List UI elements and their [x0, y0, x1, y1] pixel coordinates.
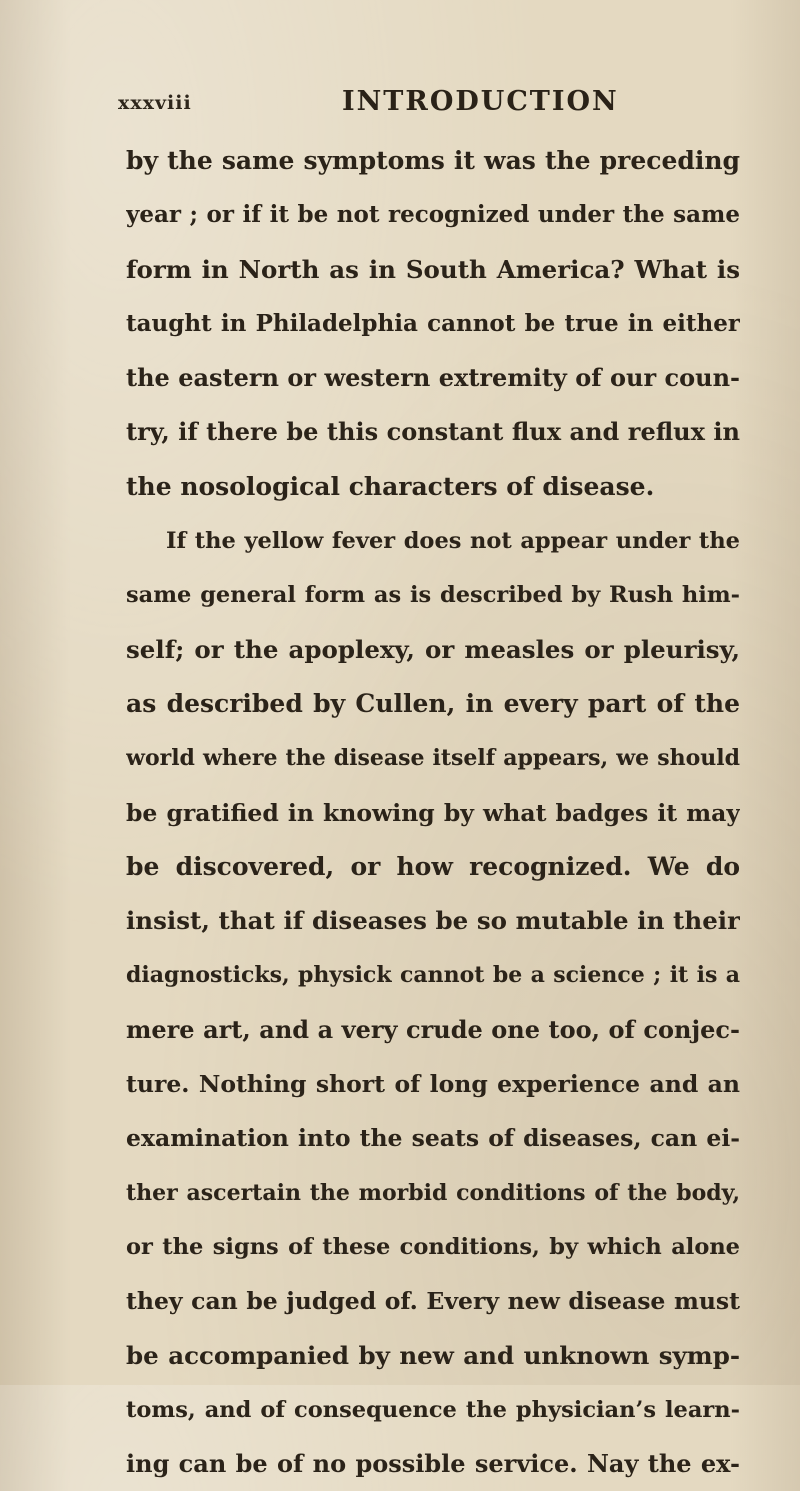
- text-line: as described by Cullen, in every part of the: [126, 688, 740, 718]
- text-line: form in North as in South America? What is: [126, 254, 740, 284]
- text-line: diagnosticks, physick cannot be a science ; it is a: [126, 962, 740, 989]
- text-line: mere art, and a very crude one too, of conjec-: [126, 1014, 740, 1044]
- text-line: by the same symptoms it was the preceding: [126, 146, 740, 175]
- text-line: try, if there be this constant flux and reflux in: [126, 417, 740, 447]
- text-line: the nosological characters of disease.: [126, 471, 655, 501]
- running-head: [118, 86, 718, 126]
- running-title: INTRODUCTION: [342, 86, 619, 117]
- text-line: they can be judged of. Every new disease must: [126, 1287, 740, 1316]
- text-line: world where the disease itself appears, we should: [126, 745, 740, 772]
- page-number: xxxviii: [118, 92, 192, 114]
- text-line: examination into the seats of diseases, can ei-: [126, 1124, 740, 1153]
- body-text: [126, 134, 740, 1491]
- text-line: taught in Philadelphia cannot be true in either: [126, 309, 740, 337]
- text-line: be gratified in knowing by what badges it may: [126, 798, 740, 827]
- text-line: same general form as is described by Rush him-: [126, 582, 740, 609]
- text-line: or the signs of these conditions, by which alone: [126, 1233, 740, 1260]
- text-line: year ; or if it be not recognized under the same: [126, 201, 740, 229]
- text-line: ture. Nothing short of long experience and an: [126, 1070, 740, 1099]
- text-line: be discovered, or how recognized. We do: [126, 851, 740, 881]
- text-line: ther ascertain the morbid conditions of the body,: [126, 1179, 740, 1206]
- text-line: insist, that if diseases be so mutable in their: [126, 906, 740, 936]
- text-line: toms, and of consequence the physician’s learn-: [126, 1396, 740, 1423]
- text-line: If the yellow fever does not appear under the: [166, 528, 740, 555]
- text-line: self; or the apoplexy, or measles or pleurisy,: [126, 634, 740, 664]
- text-line: be accompanied by new and unknown symp-: [126, 1340, 740, 1370]
- text-line: ing can be of no possible service. Nay the ex-: [126, 1449, 740, 1479]
- text-line: the eastern or western extremity of our coun-: [126, 363, 740, 393]
